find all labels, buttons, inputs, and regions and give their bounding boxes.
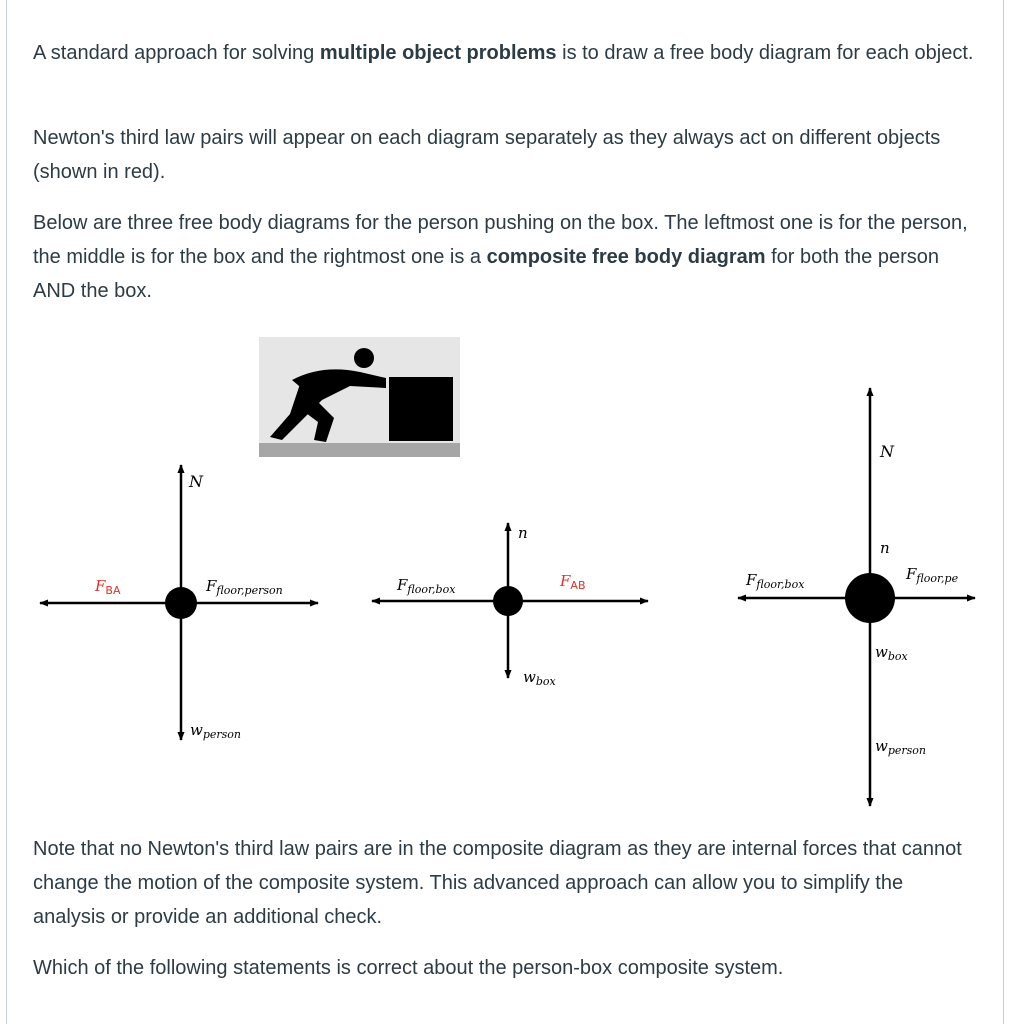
composite-n-label: N [880,442,894,461]
composite-body-dot [845,573,895,623]
composite-ffloor-box-label: $F_{floor,box}$ [746,571,805,591]
person-w-label: $w_{person}$ [190,721,242,741]
composite-ffloor-person-label: $F_{floor,pe}$ [906,565,959,585]
person-fba-label: $F_{BA}$ [95,577,121,597]
person-ffloor-label: $F_{floor,person}$ [206,577,283,597]
bold-term: multiple object problems [319,42,557,64]
composite-w-box-label: $w_{box}$ [875,643,908,663]
box-body-dot [493,586,523,616]
question-prompt: Which of the following statements is correct about the person-box composite system. [33,957,784,979]
box-fab-label: $F_{AB}$ [560,572,586,592]
box-fbd [372,523,648,688]
diagram-description-paragraph: Below are three free body diagrams for the person pushing on the box. The leftmost one is for the person, the middle is for the box and the rightmost one is a composite free body diagram for both the person AND the box. [33,212,968,302]
intro-paragraph: A standard approach for solving multiple object problems is to draw a free body diagram for each object. [33,42,974,64]
composite-fbd [738,388,975,806]
composite-n-small-label: n [880,539,890,557]
composite-w-person-label: $w_{person}$ [875,737,927,757]
person-pushing-box-illustration [259,337,460,457]
person-fbd [40,465,318,741]
free-body-diagrams [0,320,1010,820]
box-ffloor-label: $F_{floor,box}$ [397,576,456,596]
note-paragraph: Note that no Newton's third law pairs are in the composite diagram as they are internal forces that cannot change the motion of the composite system. This advanced approach can allow you to simplify the analysis or provide an additional check. [33,838,962,928]
person-n-label: N [189,472,203,491]
box-n-label: n [518,524,528,542]
third-law-paragraph: Newton's third law pairs will appear on each diagram separately as they always act on different objects (shown in red). [33,127,941,183]
bold-term: composite free body diagram [486,246,766,268]
box-w-label: $w_{box}$ [523,668,556,688]
person-body-dot [165,587,197,619]
